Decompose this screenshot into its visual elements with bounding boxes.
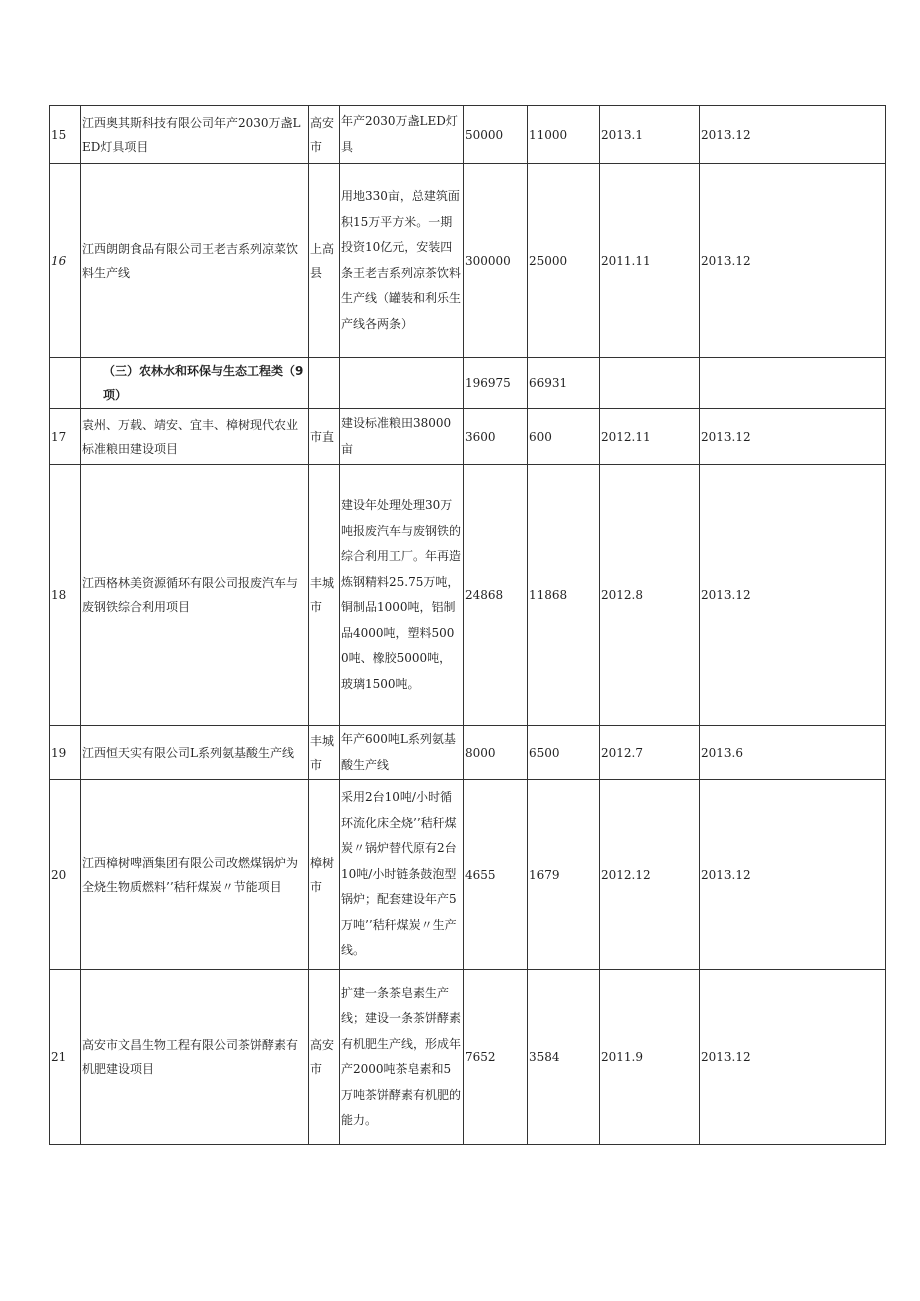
project-location: 市直 [309,409,340,465]
project-scope: 年产2030万盏LED灯具 [340,106,464,164]
annual-investment: 600 [528,409,600,465]
table-row [50,106,886,164]
project-name: 袁州、万载、靖安、宜丰、樟树现代农业标准粮田建设项目 [81,409,309,465]
project-location [309,358,340,409]
start-date [600,358,700,409]
row-number: 19 [50,726,81,780]
project-scope: 建设年处理处理30万吨报废汽车与废钢铁的综合利用工厂。年再造炼钢精料25.75万吨，铜制品1000吨，铝制品4000吨，塑料5000吨、橡胶5000吨，玻璃1500吨。 [340,465,464,726]
project-location: 丰城市 [309,465,340,726]
start-date: 2013.1 [600,106,700,164]
annual-investment: 1679 [528,780,600,970]
project-scope: 建设标准粮田38000亩 [340,409,464,465]
row-number [50,358,81,409]
total-investment: 24868 [464,465,528,726]
project-name: 江西朗朗食品有限公司王老吉系列凉菜饮料生产线 [81,164,309,358]
annual-investment: 25000 [528,164,600,358]
row-number: 21 [50,970,81,1145]
project-scope: 年产600吨L系列氨基酸生产线 [340,726,464,780]
project-location: 樟树市 [309,780,340,970]
annual-investment: 66931 [528,358,600,409]
end-date: 2013.12 [700,970,886,1145]
annual-investment: 11868 [528,465,600,726]
table-row [50,780,886,970]
project-location: 高安市 [309,106,340,164]
start-date: 2011.11 [600,164,700,358]
table-row [50,726,886,780]
start-date: 2012.8 [600,465,700,726]
project-scope: 扩建一条茶皂素生产线；建设一条茶饼酵素有机肥生产线，形成年产2000吨茶皂素和5万吨茶饼酵素有机肥的能力。 [340,970,464,1145]
project-name: 江西格林美资源循环有限公司报废汽车与废钢铁综合利用项目 [81,465,309,726]
end-date [700,358,886,409]
table-row [50,465,886,726]
total-investment: 50000 [464,106,528,164]
annual-investment: 3584 [528,970,600,1145]
row-number: 16 [50,164,81,358]
start-date: 2011.9 [600,970,700,1145]
project-scope [340,358,464,409]
end-date: 2013.12 [700,409,886,465]
row-number: 18 [50,465,81,726]
end-date: 2013.6 [700,726,886,780]
table-row [50,970,886,1145]
start-date: 2012.11 [600,409,700,465]
row-number: 17 [50,409,81,465]
project-table [49,105,886,1145]
total-investment: 4655 [464,780,528,970]
total-investment: 7652 [464,970,528,1145]
project-location: 丰城市 [309,726,340,780]
project-scope: 用地330亩，总建筑面积15万平方米。一期投资10亿元，安装四条王老吉系列凉茶饮料生产线（罐装和利乐生产线各两条） [340,164,464,358]
annual-investment: 6500 [528,726,600,780]
total-investment: 3600 [464,409,528,465]
project-name: 江西恒天实有限公司L系列氨基酸生产线 [81,726,309,780]
total-investment: 300000 [464,164,528,358]
end-date: 2013.12 [700,465,886,726]
total-investment: 8000 [464,726,528,780]
end-date: 2013.12 [700,780,886,970]
section-row [50,358,886,409]
project-location: 上高县 [309,164,340,358]
project-name: 江西奥其斯科技有限公司年产2030万盏LED灯具项目 [81,106,309,164]
table-row [50,409,886,465]
total-investment: 196975 [464,358,528,409]
project-location: 高安市 [309,970,340,1145]
project-scope: 采用2台10吨/小时循环流化床全烧’’秸秆煤炭〃锅炉替代原有2台10吨/小时链条鼓泡型锅炉；配套建设年产5万吨’’秸秆煤炭〃生产线。 [340,780,464,970]
row-number: 20 [50,780,81,970]
section-title: （三）农林水和环保与生态工程类（9项） [81,358,309,409]
start-date: 2012.7 [600,726,700,780]
table-row [50,164,886,358]
annual-investment: 11000 [528,106,600,164]
end-date: 2013.12 [700,164,886,358]
end-date: 2013.12 [700,106,886,164]
start-date: 2012.12 [600,780,700,970]
row-number: 15 [50,106,81,164]
project-name: 江西樟树啤酒集团有限公司改燃煤锅炉为全烧生物质燃料’’秸秆煤炭〃节能项目 [81,780,309,970]
project-name: 高安市文昌生物工程有限公司茶饼酵素有机肥建设项目 [81,970,309,1145]
